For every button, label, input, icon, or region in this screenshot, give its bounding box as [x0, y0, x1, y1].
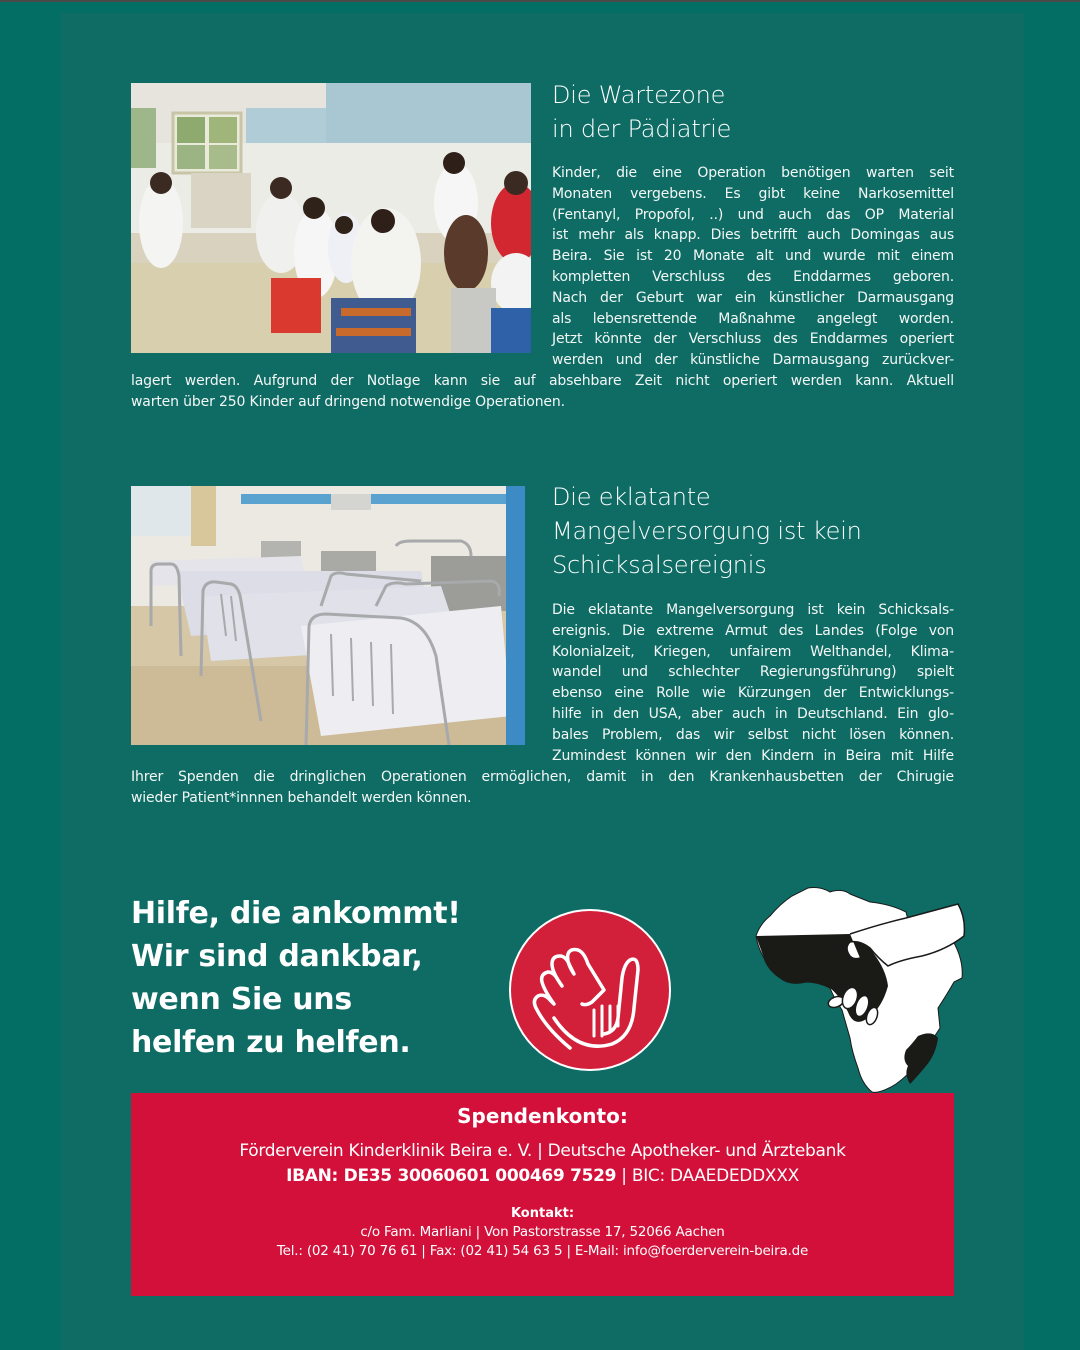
section1-body-line: Monaten vergebens. Es gibt keine Narkosemittel [552, 185, 954, 202]
section1-heading [552, 78, 962, 146]
contact-title: Kontakt: [510, 1206, 575, 1221]
section1-body-line: Beira. Sie ist 20 Monate alt und wurde mit einem [552, 248, 954, 265]
section2-heading-line: Die eklatante [552, 483, 711, 511]
section2-body-line: Die eklatante Mangelversorgung ist kein Schicksals- [552, 602, 954, 618]
section1-body-line: Nach der Geburt war ein künstlicher Darmausgang [552, 289, 954, 306]
section1-body-line: Kinder, die eine Operation benötigen warten seit [552, 165, 954, 181]
slogan-line: Wir sind dankbar, [131, 939, 423, 974]
section2-body-line: hilfe in den USA, aber auch in Deutschland. Ein glo- [552, 705, 954, 722]
bank-line: Förderverein Kinderklinik Beira e. V. | Deutsche Apotheker- und Ärztebank [239, 1141, 846, 1161]
section2-body-line: ebenso eine Rolle wie Kürzungen der Entwicklungs- [552, 685, 954, 702]
section2-body-line: bales Problem, das wir selbst nicht lösen können. [552, 726, 954, 743]
section2-body-line: Ihrer Spenden die dringlichen Operationen ermöglichen, damit in den Krankenhausbetten der Chirugie [131, 769, 954, 785]
section1-body-line: kompletten Verschluss des Enddarmes geboren. [552, 268, 954, 285]
donation-title: Spendenkonto: [457, 1104, 628, 1128]
contact-phone-email[interactable]: Tel.: (02 41) 70 76 61 | Fax: (02 41) 54 63 5 | E-Mail: info@foerderverein-beira.de [276, 1243, 809, 1259]
section2-body-line: wandel und schlechter Regierungsführung) spielt [552, 664, 954, 681]
section1-body-line: werden und der künstliche Darmausgang zurückver- [552, 352, 954, 369]
helping-hands-icon [508, 908, 672, 1072]
waiting-room-photo [131, 83, 531, 353]
slogan-line: Hilfe, die ankommt! [131, 896, 461, 931]
top-border [0, 0, 1080, 2]
section1-body-line: warten über 250 Kinder auf dringend notwendige Operationen. [131, 393, 565, 410]
section2-heading [552, 480, 962, 582]
section1-body-line: (Fentanyl, Propofol, ..) und auch das OP Material [552, 206, 954, 223]
slogan [131, 892, 501, 1064]
section2-body-full [131, 767, 954, 809]
donation-account-box [131, 1093, 954, 1296]
section1-body-line: Jetzt könnte der Verschluss des Enddarmes operiert [552, 331, 954, 348]
section1-heading-line: Die Wartezone [552, 81, 726, 109]
section1-heading-line: in der Pädiatrie [552, 115, 732, 143]
contact-address: c/o Fam. Marliani | Von Pastorstrasse 17, 52066 Aachen [360, 1224, 725, 1240]
bic-text[interactable]: | BIC: DAAEDEDDXXX [616, 1166, 799, 1186]
hospital-beds-photo [131, 486, 525, 745]
section2-heading-line: Schicksalsereignis [552, 551, 767, 579]
section2-body-column [552, 600, 954, 766]
iban-bic-line [131, 1165, 954, 1187]
africa-handshake-icon [750, 878, 980, 1100]
section1-body-column [552, 163, 954, 371]
section2-body-line: Kolonialzeit, Kriegen, unfairem Welthandel, Klima- [552, 643, 954, 660]
section1-body-line: lagert werden. Aufgrund der Notlage kann sie auf absehbare Zeit nicht operiert werden kann. Aktuell [131, 373, 954, 389]
slogan-line: helfen zu helfen. [131, 1025, 411, 1060]
slogan-line: wenn Sie uns [131, 982, 352, 1017]
section1-body-line: als lebensrettende Maßnahme angelegt worden. [552, 310, 954, 327]
section2-body-line: wieder Patient*innnen behandelt werden können. [131, 789, 472, 806]
section1-body-line: ist mehr als knapp. Dies betrifft auch Domingas aus [552, 227, 954, 244]
iban-text[interactable]: IBAN: DE35 30060601 000469 7529 [286, 1166, 617, 1186]
section2-body-line: ereignis. Die extreme Armut des Landes (Folge von [552, 622, 954, 639]
section2-heading-line: Mangelversorgung ist kein [552, 517, 862, 545]
section2-body-line: Zumindest können wir den Kindern in Beira mit Hilfe [552, 747, 954, 764]
section1-body-full [131, 371, 954, 413]
